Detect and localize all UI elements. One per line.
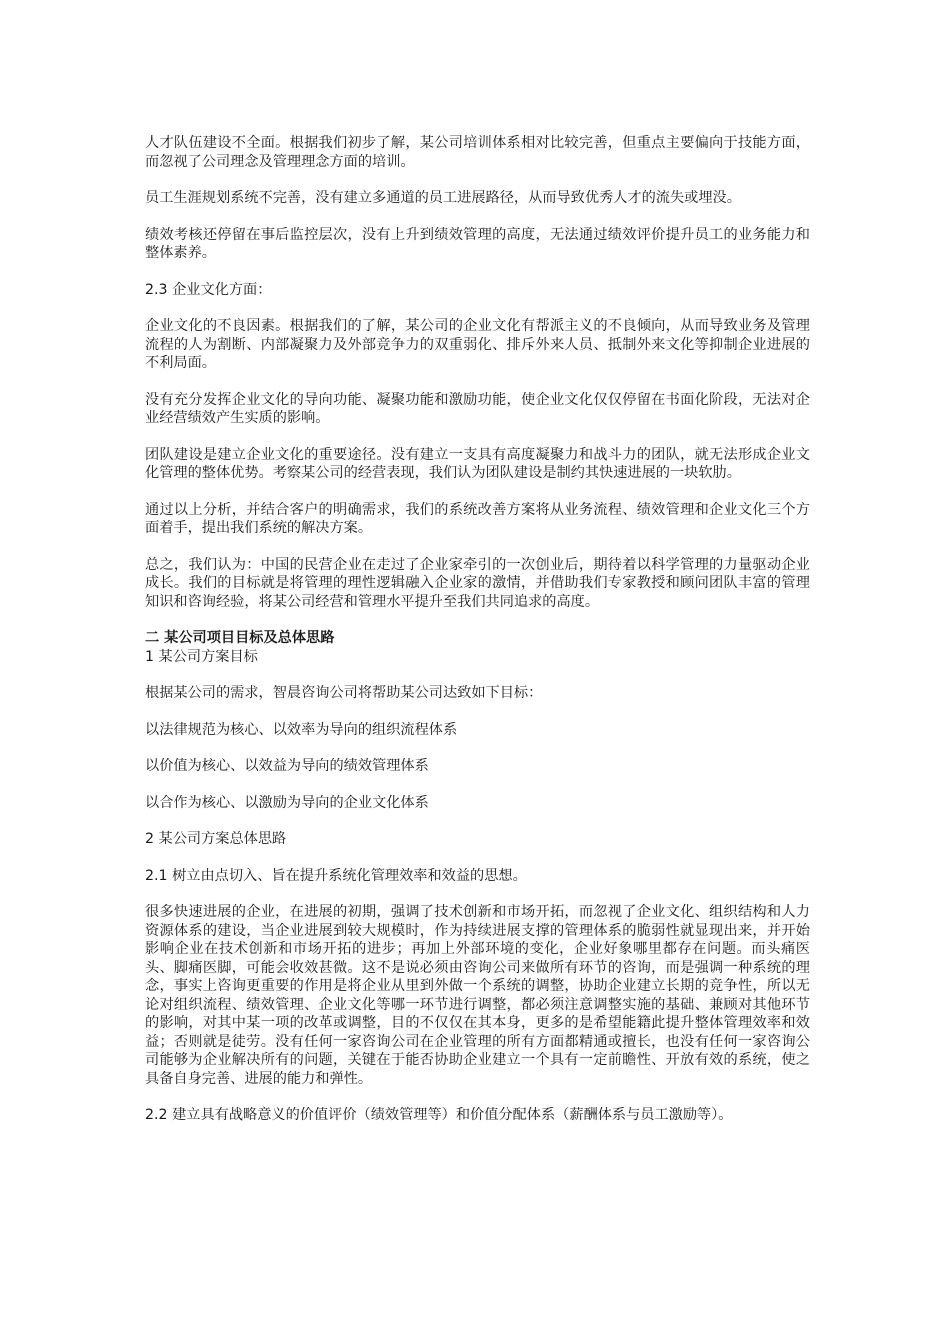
- section-title: 某公司方案总体思路: [154, 831, 287, 847]
- paragraph-culture-negative: 企业文化的不良因素。根据我们的了解，某公司的企业文化有帮派主义的不良倾向，从而导致业务及管理流程的人为割断、内部凝聚力及外部竞争力的双重弱化、排斥外来人员、抵制外来文化等抑制企业进展的不利局面。: [145, 318, 810, 371]
- section-heading-1: [145, 648, 810, 667]
- paragraph-goals-intro: 根据某公司的需求，智晨咨询公司将帮助某公司达致如下目标：: [145, 685, 543, 701]
- paragraph-systematic: 很多快速进展的企业，在进展的初期，强调了技术创新和市场开拓，而忽视了企业文化、组织结构和人力资源体系的建设，当企业进展到较大规模时，作为持续进展支撑的管理体系的脆弱性就显现出来，并开始影响企业在技术创新和市场开拓的进步；再加上外部环境的变化，企业好象哪里都存在问题。而头痛医头、脚痛医脚，可能会收效甚微。这不是说必须由咨询公司来做所有环节的咨询，而是强调一种系统的理念，事实上咨询更重要的作用是将企业从里到外做一个系统的调整，协助企业建立长期的竞争性，所以无论对组织流程、绩效管理、企业文化等哪一环节进行调整，都必须注意调整实施的基础、兼顾对其他环节的影响，对其中某一项的改革或调整，目的不仅仅在其本身，更多的是希望能籍此提升整体管理效率和效益；否则就是徒劳。没有任何一家咨询公司在企业管理的所有方面都精通或擅长，也没有任何一家咨询公司能够为企业解决所有的问题，关键在于能否协助企业建立一个具有一定前瞻性、开放有效的系统，使之具备自身完善、进展的能力和弹性。: [145, 904, 810, 1087]
- goal-item-1: 以法律规范为核心、以效率为导向的组织流程体系: [145, 721, 458, 738]
- section-title: 某公司方案目标: [154, 648, 258, 665]
- section-title: 树立由点切入、旨在提升系统化管理效率和效益的思想。: [167, 867, 527, 884]
- paragraph-analysis: 通过以上分析，并结合客户的明确需求，我们的系统改善方案将从业务流程、绩效管理和企业文化三个方面着手，提出我们系统的解决方案。: [145, 501, 810, 536]
- section-number: 1: [145, 648, 155, 665]
- section-number: 2.1: [145, 867, 168, 884]
- section-heading-2-3: [145, 281, 810, 300]
- goal-item-2: 以价值为核心、以效益为导向的绩效管理体系: [145, 758, 429, 774]
- goal-item-3: 以合作为核心、以激励为导向的企业文化体系: [145, 794, 429, 811]
- section-heading-2-1: [145, 867, 810, 886]
- section-heading-2-2: [145, 1106, 810, 1125]
- paragraph-conclusion: 总之，我们认为：中国的民营企业在走过了企业家牵引的一次创业后，期待着以科学管理的力量驱动企业成长。我们的目标就是将管理的理性逻辑融入企业家的激情，并借助我们专家教授和顾问团队丰富的管理知识和咨询经验，将某公司经营和管理水平提升至我们共同追求的高度。: [145, 556, 810, 610]
- paragraph-talent: 人才队伍建设不全面。根据我们初步了解，某公司培训体系相对比较完善，但重点主要偏向于技能方面，而忽视了公司理念及管理理念方面的培训。: [145, 135, 810, 170]
- paragraph-culture-function: 没有充分发挥企业文化的导向功能、凝聚功能和激励功能，使企业文化仅仅停留在书面化阶段，无法对企业经营绩效产生实质的影响。: [145, 391, 810, 426]
- section-title: 建立具有战略意义的价值评价（绩效管理等）和价值分配体系（薪酬体系与员工激励等）。: [167, 1107, 733, 1123]
- chapter-heading: 二 某公司项目目标及总体思路: [145, 630, 335, 646]
- paragraph-career: 员工生涯规划系统不完善，没有建立多通道的员工进展路径，从而导致优秀人才的流失或埋没。: [145, 190, 741, 206]
- section-number: 2.3: [145, 281, 168, 298]
- section-number: 2: [145, 831, 155, 847]
- section-heading-2: [145, 830, 810, 849]
- section-number: 2.2: [145, 1107, 168, 1123]
- paragraph-team: 团队建设是建立企业文化的重要途径。没有建立一支具有高度凝聚力和战斗力的团队，就无法形成企业文化管理的整体优势。考察某公司的经营表现，我们认为团队建设是制约其快速进展的一块软肋。: [145, 446, 810, 481]
- paragraph-performance: 绩效考核还停留在事后监控层次，没有上升到绩效管理的高度，无法通过绩效评价提升员工的业务能力和整体素养。: [145, 226, 810, 261]
- document-page: [145, 134, 810, 1125]
- section-title: 企业文化方面：: [167, 281, 272, 298]
